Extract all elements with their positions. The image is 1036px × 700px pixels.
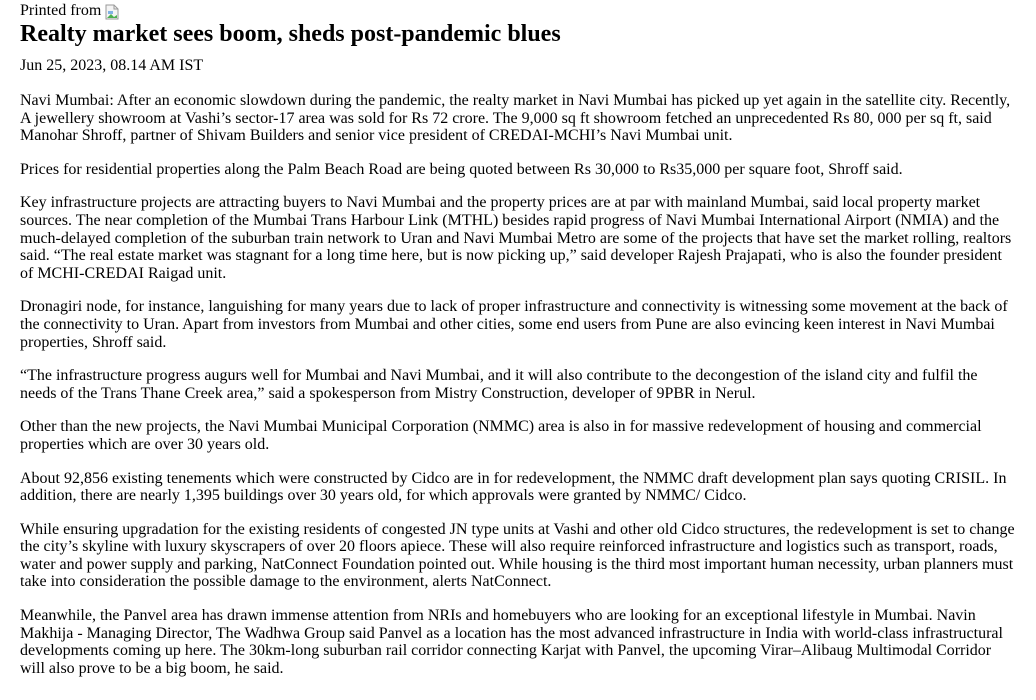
article-paragraph: Other than the new projects, the Navi Mumbai Municipal Corporation (NMMC) area is also in for massive redevelopment of housing and commercial properties which are over 30 years old.	[20, 418, 982, 453]
article-body	[20, 92, 1016, 677]
article-paragraph: “The infrastructure progress augurs well for Mumbai and Navi Mumbai, and it will also contribute to the decongestion of the island city and fulfil the needs of the Trans Thane Creek area,” said a spokesperson from Mistry Construction, developer of 9PBR in Nerul.	[20, 367, 978, 402]
printed-from-line	[20, 0, 1016, 20]
printed-from-label: Printed from	[20, 2, 102, 19]
article-title: Realty market sees boom, sheds post-pandemic blues	[20, 21, 561, 47]
article-paragraph: Dronagiri node, for instance, languishing for many years due to lack of proper infrastructure and connectivity is witnessing some movement at the back of the connectivity to Uran. Apart from investors from Mumbai and other cities, some end users from Pune are also evincing keen interest in Navi Mumbai properties, Shroff said.	[20, 298, 1008, 351]
article-paragraph: Meanwhile, the Panvel area has drawn immense attention from NRIs and homebuyers who are looking for an exceptional lifestyle in Mumbai. Navin Makhija - Managing Director, The Wadhwa Group said Panvel as a location has the most advanced infrastructure in India with world-class infrastructural developments coming up here. The 30km-long suburban rail corridor connecting Karjat with Panvel, the upcoming Virar–Alibaug Multimodal Corridor will also prove to be a big boom, he said.	[20, 607, 1003, 677]
article-paragraph: Navi Mumbai: After an economic slowdown during the pandemic, the realty market in Navi Mumbai has picked up yet again in the satellite city. Recently, A jewellery showroom at Vashi’s sector-17 area was sold for Rs 72 crore. The 9,000 sq ft showroom fetched an unprecedented Rs 80, 000 per sq ft, said Manohar Shroff, partner of Shivam Builders and senior vice president of CREDAI-MCHI’s Navi Mumbai unit.	[20, 92, 1011, 145]
article-paragraph: Key infrastructure projects are attracting buyers to Navi Mumbai and the property prices are at par with mainland Mumbai, said local property market sources. The near completion of the Mumbai Trans Harbour Link (MTHL) besides rapid progress of Navi Mumbai International Airport (NMIA) and the much-delayed completion of the suburban train network to Uran and Navi Mumbai Metro are some of the projects that have set the market rolling, realtors said. “The real estate market was stagnant for a long time here, but is now picking up,” said developer Rajesh Prajapati, who is also the founder president of MCHI-CREDAI Raigad unit.	[20, 194, 1012, 282]
article-paragraph: About 92,856 existing tenements which were constructed by Cidco are in for redevelopment, the NMMC draft development plan says quoting CRISIL. In addition, there are nearly 1,395 buildings over 30 years old, for which approvals were granted by NMMC/ Cidco.	[20, 469, 1007, 505]
article-paragraph: Prices for residential properties along the Palm Beach Road are being quoted between Rs 30,000 to Rs35,000 per square foot, Shroff said.	[20, 160, 903, 178]
article-paragraph: While ensuring upgradation for the existing residents of congested JN type units at Vashi and other old Cidco structures, the redevelopment is set to change the city’s skyline with luxury skyscrapers of over 20 floors apiece. These will also require reinforced infrastructure and logistics such as transport, roads, water and power supply and parking, NatConnect Foundation pointed out. While housing is the third most important human necessity, urban planners must take into consideration the possible damage to the environment, alerts NatConnect.	[20, 520, 1015, 591]
broken-image-icon	[105, 4, 119, 20]
article-date: Jun 25, 2023, 08.14 AM IST	[20, 57, 204, 74]
